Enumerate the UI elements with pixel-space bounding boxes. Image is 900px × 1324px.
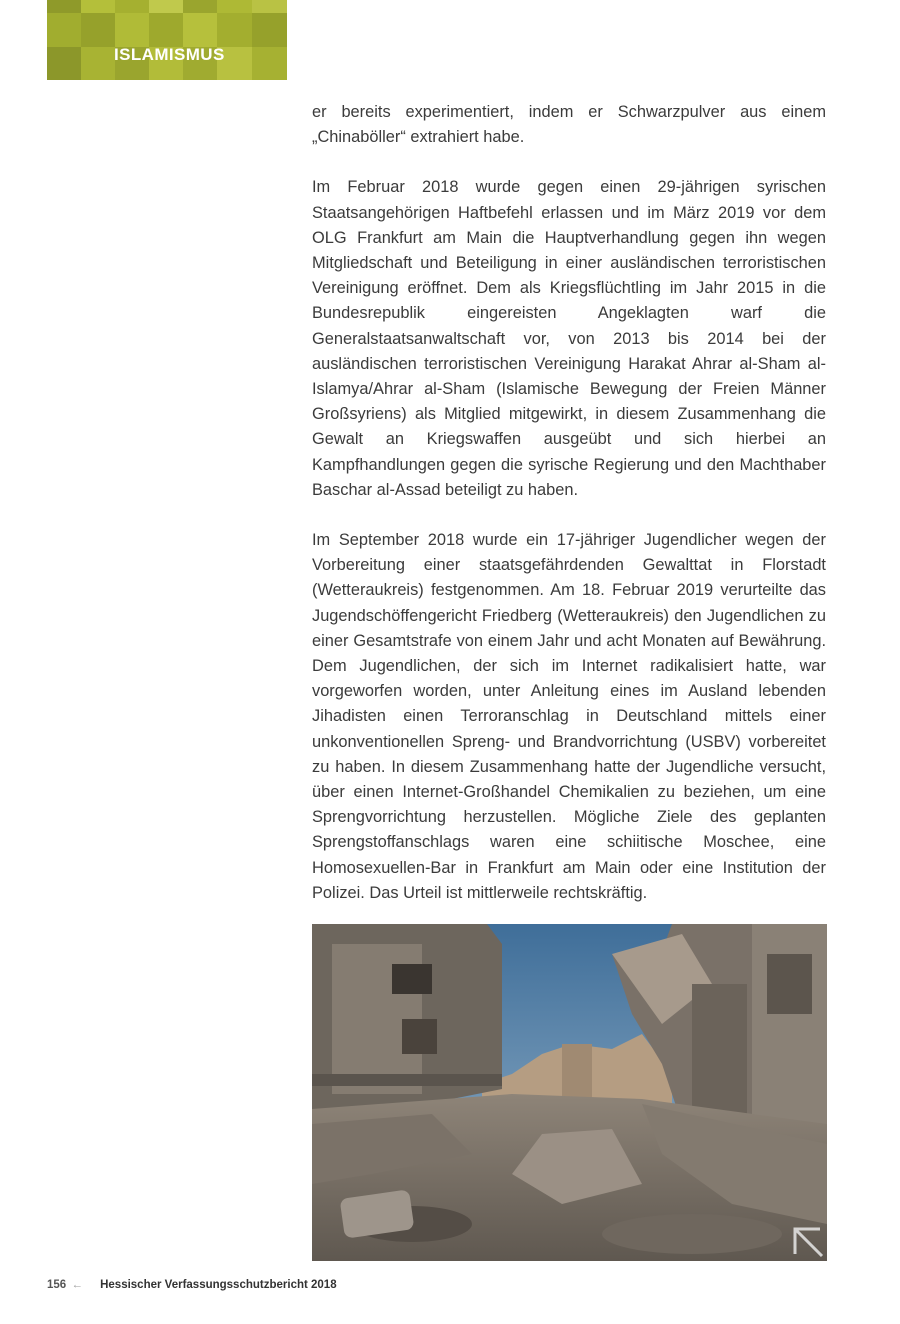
mosaic-tile: [183, 13, 217, 47]
article-body: [312, 100, 826, 931]
mosaic-tile: [149, 0, 183, 13]
publication-title: Hessischer Verfassungsschutzbericht 2018: [100, 1279, 337, 1291]
paragraph: Im Februar 2018 wurde gegen einen 29-jährigen syrischen Staatsangehörigen Haftbefehl erlassen und im März 2019 vor dem OLG Frankfurt am Main die Hauptverhandlung gegen ihn wegen Mitgliedschaft und Beteiligung in einer ausländischen terroristischen Vereinigung eröffnet. Dem als Kriegsflüchtling im Jahr 2015 in die Bundesrepublik eingereisten Angeklagten warf die Generalstaatsanwaltschaft vor, von 2013 bis 2014 bei der ausländischen terroristischen Vereinigung Harakat Ahrar al-Sham al-Islamya/Ahrar al-Sham (Islamische Bewegung der Freien Männer Großsyriens) als Mitglied mitgewirkt, in diesem Zusammenhang die Gewalt an Kriegswaffen ausgeübt und sich hierbei an Kampfhandlungen gegen die syrische Regierung und den Machthaber Baschar al-Assad beteiligt zu haben.: [312, 178, 826, 499]
mosaic-tile: [81, 47, 115, 80]
mosaic-tile: [217, 13, 252, 47]
mosaic-tile: [115, 13, 149, 47]
paragraph: Im September 2018 wurde ein 17-jähriger Jugendlicher wegen der Vorbereitung einer staatsgefährdenden Gewalttat in Florstadt (Wetteraukreis) festgenommen. Am 18. Februar 2019 verurteilte das Jugendschöffengericht Friedberg (Wetteraukreis) den Jugendlichen zu einer Gesamtstrafe von einem Jahr und acht Monaten auf Bewährung. Dem Jugendlichen, der sich im Internet radikalisiert hatte, war vorgeworfen worden, unter Anleitung eines im Ausland lebenden Jihadisten einen Terroranschlag in Deutschland mittels einer unkonventionellen Spreng- und Brandvorrichtung (USBV) vorbereitet zu haben. In diesem Zusammenhang hatte der Jugendliche versucht, über einen Internet-Großhandel Chemikalien zu beziehen, um eine Sprengvorrichtung herzustellen. Mögliche Ziele des geplanten Sprengstoffanschlags waren eine schiitische Moschee, eine Homosexuellen-Bar in Frankfurt am Main oder eine Institution der Polizei. Das Urteil ist mittlerweile rechtskräftig.: [312, 531, 826, 902]
mosaic-tile: [115, 0, 149, 13]
mosaic-tile: [252, 0, 287, 13]
mosaic-tile: [183, 0, 217, 13]
section-header-tab: [47, 0, 287, 80]
mosaic-tile: [252, 13, 287, 47]
mosaic-tile: [217, 0, 252, 13]
section-label: ISLAMISMUS: [114, 45, 225, 64]
page-footer: [47, 1279, 337, 1291]
mosaic-tile: [47, 13, 81, 47]
paragraph: er bereits experimentiert, indem er Schwarzpulver aus einem „Chinaböller“ extrahiert habe.: [312, 103, 826, 147]
photo-illustration: [312, 924, 827, 1261]
mosaic-tile: [149, 13, 183, 47]
mosaic-tile: [252, 47, 287, 80]
mosaic-tile: [81, 13, 115, 47]
mosaic-tile: [81, 0, 115, 13]
mosaic-tile: [47, 47, 81, 80]
photo-destroyed-street: [312, 924, 827, 1261]
page-number: 156: [47, 1279, 67, 1291]
arrow-left-icon: ←: [71, 1279, 83, 1291]
mosaic-tile: [47, 0, 81, 13]
